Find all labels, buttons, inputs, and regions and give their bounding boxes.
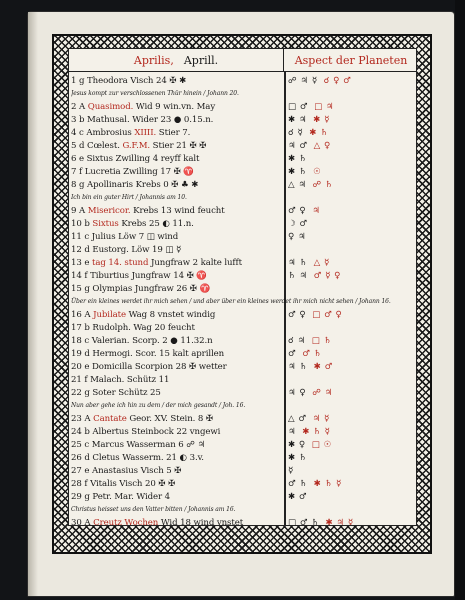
aspect-symbols-red: ✱ ♄ ☿ (313, 479, 342, 489)
aspect-symbols-red: ✱ ♄ (309, 128, 329, 138)
day-entry (71, 282, 283, 296)
day-row (69, 334, 417, 348)
day-entry (71, 165, 283, 179)
feast-name: XIIII. (134, 128, 157, 138)
day-entry-tail: Jungfraw 2 kalte lufft (148, 258, 242, 268)
day-row (69, 165, 417, 179)
feast-name: Cantate (93, 414, 127, 424)
aspect-cell (288, 386, 416, 400)
day-row (69, 230, 417, 244)
day-entry-text: 27 e Anastasius Visch 5 ✠ (71, 466, 182, 476)
day-row (69, 373, 417, 387)
aspect-symbols-red: ♃ ☿ (312, 414, 330, 424)
day-entry-text: 4 c Ambrosius (71, 128, 135, 138)
aspect-cell (288, 269, 416, 283)
day-entry (71, 152, 283, 166)
day-row (69, 347, 417, 361)
day-entry (71, 490, 283, 504)
aspect-cell (288, 243, 416, 257)
day-row (69, 308, 417, 322)
aspect-symbols-red: □ ♂ ♀ (312, 310, 343, 320)
day-entry-text: 16 A (71, 310, 94, 320)
aspect-symbols-black: ♃ ♄ (288, 362, 308, 372)
aspect-symbols-red: △ ☿ (313, 258, 330, 268)
day-row (69, 269, 417, 283)
day-entry (71, 360, 283, 374)
day-entry (71, 347, 283, 361)
aspect-symbols-black: ✱ ♄ (288, 453, 308, 463)
aspect-symbols-red: ✱ ☿ (313, 115, 330, 125)
day-row (69, 139, 417, 153)
aspect-symbols-black: □ ♂ ♄ (288, 518, 320, 526)
aspect-cell (288, 451, 416, 465)
day-entry (71, 113, 283, 127)
aspect-symbols-black: △ ♂ (288, 414, 307, 424)
feast-name: G.F.M. (122, 141, 151, 151)
aspect-symbols-black: △ ♃ (288, 180, 307, 190)
aspect-symbols-black: ♃ ♀ (288, 388, 307, 398)
aspect-cell (288, 438, 416, 452)
day-row (69, 217, 417, 231)
aspect-cell (288, 321, 416, 335)
gospel-text: Ich bin ein guter Hirt / Johannis am 10. (71, 194, 187, 201)
aspect-cell (288, 477, 416, 491)
day-entry-tail: Wag 8 vnstet windig (125, 310, 216, 320)
day-entry-text: 28 f Vitalis Visch 20 ✠ ✠ (71, 479, 176, 489)
aspect-symbols-red: ♂ ☿ ♀ (313, 271, 341, 281)
calendar-table (68, 48, 417, 526)
aspect-cell (288, 425, 416, 439)
day-entry-text: 20 e Domicilla Scorpion 28 ✠ wetter (71, 362, 227, 372)
aspect-symbols-black: ✱ ♀ (288, 440, 306, 450)
feast-name: Misericor. (87, 206, 131, 216)
day-entry (71, 217, 283, 231)
feast-name: Sixtus (92, 219, 119, 229)
page-gutter-shadow (28, 12, 38, 596)
aspect-symbols-black: ♀ ♃ (288, 232, 307, 242)
aspect-symbols-black: ☿ (288, 466, 294, 476)
day-row (69, 74, 417, 88)
day-row (69, 178, 417, 192)
feast-name: Quasimod. (87, 102, 134, 112)
day-row (69, 425, 417, 439)
day-entry-text: 14 f Tiburtius Jungfraw 14 ✠ ♈ (71, 271, 207, 281)
facing-page-edge (455, 0, 465, 600)
day-entry-text: 3 b Mathusal. Wider 23 ● 0.15.n. (71, 115, 214, 125)
day-entry (71, 269, 283, 283)
gospel-text: Über ein kleines werdet ihr mich sehen / und aber über ein kleines werdet ihr mich nicht sehen / Johann 16. (71, 298, 391, 305)
gospel-text: Nun aber gehe ich hin zu dem / der mich gesandt / Joh. 16. (71, 402, 246, 409)
day-entry (71, 386, 283, 400)
aspect-symbols-red: ☍ ♃ (312, 388, 333, 398)
day-entry (71, 334, 283, 348)
day-row (69, 243, 417, 257)
day-row (69, 451, 417, 465)
aspect-symbols-black: ♂ ♀ (288, 206, 307, 216)
aspect-cell (288, 152, 416, 166)
aspect-symbols-red: ✱ ♃ ☿ (325, 518, 354, 526)
aspect-cell (288, 347, 416, 361)
day-entry (71, 308, 283, 322)
aspect-symbols-red: ✱ ♂ (313, 362, 333, 372)
day-entry (71, 451, 283, 465)
aspect-symbols-red: ♂ ♄ (302, 349, 322, 359)
gospel-text: Jesus kompt zur verschlossenen Thür hinein / Johann 20. (71, 90, 239, 97)
aspect-symbols-black: ♃ (288, 427, 297, 437)
aspect-symbols-black: ♂ (288, 349, 297, 359)
day-entry-tail: Geor. XV. Stein. 8 ✠ (126, 414, 214, 424)
day-row (69, 282, 417, 296)
day-entry (71, 438, 283, 452)
day-entry (71, 373, 283, 387)
aspect-cell (288, 113, 416, 127)
day-entry-tail: Wid 9 win.vn. May (133, 102, 216, 112)
aspect-symbols-red: ☌ ♀ ♂ (323, 76, 352, 86)
aspect-cell (288, 126, 416, 140)
aspect-cell (288, 100, 416, 114)
day-row (69, 360, 417, 374)
aspect-header: Aspect der Planeten (284, 49, 417, 72)
day-entry (71, 204, 283, 218)
aspect-symbols-black: ☽ ♂ (288, 219, 308, 229)
aspect-cell (288, 165, 416, 179)
day-entry-text: 13 e (71, 258, 92, 268)
aspect-cell (288, 412, 416, 426)
aspect-symbols-black: ☌ ☿ (288, 128, 304, 138)
day-row (69, 386, 417, 400)
aspect-symbols-black: ♃ ♂ (288, 141, 308, 151)
day-entry (71, 178, 283, 192)
aspect-cell (288, 360, 416, 374)
day-row (69, 204, 417, 218)
day-entry (71, 74, 283, 88)
aspect-cell (288, 464, 416, 478)
aspect-symbols-black: ☌ ♃ (288, 336, 306, 346)
feast-name: Jubilate (93, 310, 126, 320)
day-entry-text: 8 g Apollinaris Krebs 0 ✠ ♣ ✱ (71, 180, 199, 190)
aspect-cell (288, 204, 416, 218)
day-entry-tail: Stier 7. (156, 128, 191, 138)
day-entry (71, 425, 283, 439)
day-entry-text: 5 d Cœlest. (71, 141, 123, 151)
day-row (69, 477, 417, 491)
month-header: Aprilis, Aprill. (69, 49, 284, 72)
day-entry (71, 256, 283, 270)
gospel-line (69, 503, 417, 517)
day-entry (71, 230, 283, 244)
aspect-cell (288, 74, 416, 88)
gospel-text: Christus heisset uns den Vatter bitten / Johannis am 16. (71, 506, 236, 513)
day-entry-text: 7 f Lucretia Zwilling 17 ✠ ♈ (71, 167, 195, 177)
day-entry-text: 11 c Julius Löw 7 ◫ wind (71, 232, 179, 242)
day-row (69, 464, 417, 478)
day-entry-text: 1 g Theodora Visch 24 ✠ ✱ (71, 76, 187, 86)
aspect-cell (288, 282, 416, 296)
aspect-cell (288, 139, 416, 153)
day-entry (71, 126, 283, 140)
feast-name: Creutz Wochen (93, 518, 159, 526)
day-entry-text: 9 A (71, 206, 88, 216)
aspect-symbols-red: ☍ ♄ (312, 180, 334, 190)
day-row (69, 321, 417, 335)
day-entry-text: 17 b Rudolph. Wag 20 feucht (71, 323, 195, 333)
day-entry-tail: Krebs 25 ◐ 11.n. (118, 219, 194, 229)
day-entry-text: 21 f Malach. Schütz 11 (71, 375, 170, 385)
aspect-symbols-black: ✱ ♄ (288, 167, 308, 177)
day-entry-text: 15 g Olympias Jungfraw 26 ✠ ♈ (71, 284, 211, 294)
day-entry (71, 477, 283, 491)
day-entry (71, 321, 283, 335)
aspect-symbols-red: □ ☉ (311, 440, 332, 450)
feast-name: tag 14. stund (92, 258, 149, 268)
day-row (69, 126, 417, 140)
day-entry-text: 22 g Soter Schütz 25 (71, 388, 161, 398)
day-entry-tail: Krebs 13 wind feucht (130, 206, 225, 216)
day-entry-text: 18 c Valerian. Scorp. 2 ● 11.32.n (71, 336, 213, 346)
day-entry-text: 23 A (71, 414, 94, 424)
day-entry (71, 464, 283, 478)
day-row (69, 412, 417, 426)
day-row (69, 113, 417, 127)
aspect-symbols-black: ✱ ♂ (288, 492, 308, 502)
day-entry-text: 12 d Eustorg. Löw 19 ◫ ☿ (71, 245, 182, 255)
gospel-line (69, 399, 417, 413)
aspect-symbols-red: □ ♃ (314, 102, 335, 112)
aspect-symbols-black: ♄ ♃ (288, 271, 308, 281)
aspect-cell (288, 230, 416, 244)
aspect-cell (288, 334, 416, 348)
aspect-symbols-red: ♃ (312, 206, 321, 216)
day-entry-text: 25 c Marcus Wasserman 6 ☍ ♃ (71, 440, 206, 450)
day-entry (71, 100, 283, 114)
day-row (69, 256, 417, 270)
aspect-symbols-black: □ ♂ (288, 102, 309, 112)
day-row (69, 490, 417, 504)
aspect-symbols-black: ♃ ♄ (288, 258, 308, 268)
aspect-cell (288, 516, 416, 526)
aspect-symbols-black: ♂ ♀ (288, 310, 307, 320)
day-entry-tail: Stier 21 ✠ ✠ (150, 141, 207, 151)
day-entry (71, 243, 283, 257)
day-entry-text: 26 d Cletus Wasserm. 21 ◐ 3.v. (71, 453, 204, 463)
aspect-cell (288, 256, 416, 270)
aspect-symbols-black: ✱ ♄ (288, 154, 308, 164)
gospel-line (69, 295, 417, 309)
day-entry (71, 516, 283, 526)
day-entry-text: 24 b Albertus Steinbock 22 vngewi (71, 427, 221, 437)
day-entry-text: 29 g Petr. Mar. Wider 4 (71, 492, 171, 502)
day-entry-text: 19 d Hermogi. Scor. 15 kalt aprillen (71, 349, 225, 359)
day-row (69, 438, 417, 452)
aspect-cell (288, 178, 416, 192)
day-entry (71, 139, 283, 153)
day-entry-text: 2 A (71, 102, 88, 112)
aspect-symbols-red: □ ♄ (311, 336, 332, 346)
aspect-cell (288, 308, 416, 322)
aspect-symbols-red: △ ♀ (313, 141, 331, 151)
day-row (69, 516, 417, 526)
gospel-line (69, 87, 417, 101)
gospel-line (69, 191, 417, 205)
day-entry-tail: Wid 18 wind vnstet (158, 518, 244, 526)
aspect-cell (288, 373, 416, 387)
day-entry-text: 30 A (71, 518, 94, 526)
aspect-symbols-black: ☍ ♃ ☿ (288, 76, 318, 86)
day-entry-text: 6 e Sixtus Zwilling 4 reyff kalt (71, 154, 200, 164)
aspect-symbols-red: ☉ (313, 167, 322, 177)
aspect-symbols-red: ✱ ♄ ☿ (302, 427, 331, 437)
day-entry-text: 10 b (71, 219, 93, 229)
aspect-symbols-black: ♂ ♄ (288, 479, 308, 489)
day-entry (71, 412, 283, 426)
day-row (69, 152, 417, 166)
aspect-symbols-black: ✱ ♃ (288, 115, 308, 125)
aspect-cell (288, 217, 416, 231)
aspect-cell (288, 490, 416, 504)
day-row (69, 100, 417, 114)
